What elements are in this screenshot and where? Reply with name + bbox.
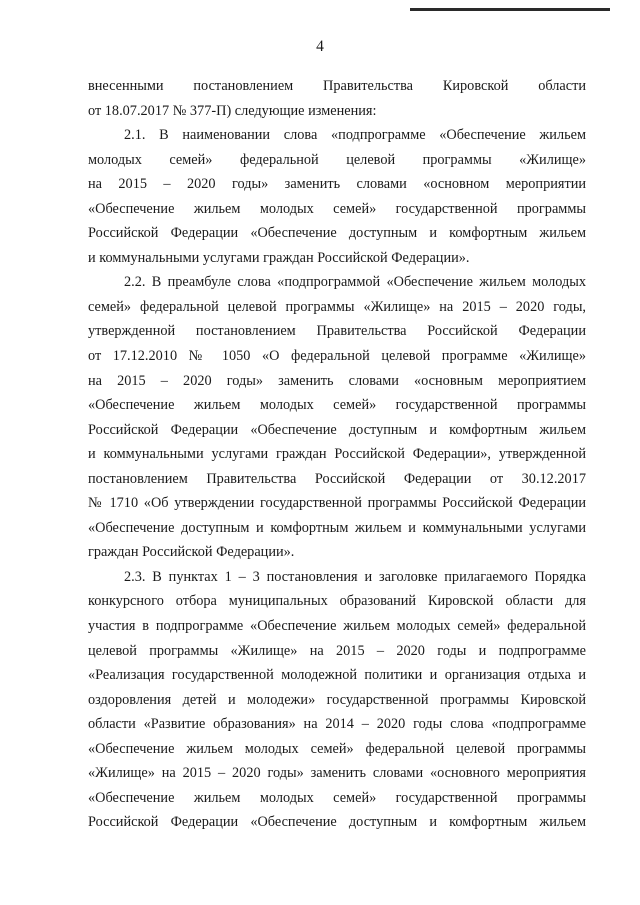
text-line: на 2015 – 2020 годы» заменить словами «основным мероприятием — [88, 372, 586, 389]
text-line: постановлением Правительства Российской Федерации от 30.12.2017 — [88, 470, 586, 487]
text-line: участия в подпрограмме «Обеспечение жильем молодых семей» федеральной — [88, 618, 586, 635]
text-line: и коммунальными услугами граждан Российской Федерации», утвержденной — [88, 446, 586, 463]
text-line: Российской Федерации «Обеспечение доступным и комфортным жильем — [88, 421, 586, 438]
text-line: утвержденной постановлением Правительства Российской Федерации — [88, 323, 586, 340]
text-line: № 1710 «Об утверждении государственной программы Российской Федерации — [88, 495, 586, 512]
text-line: 2.2. В преамбуле слова «подпрограммой «Обеспечение жильем молодых — [124, 274, 586, 291]
text-line: внесенными постановлением Правительства Кировской области — [88, 78, 586, 94]
text-line: «Жилище» на 2015 – 2020 годы» заменить словами «основного мероприятия — [88, 765, 586, 782]
text-line: граждан Российской Федерации». — [88, 544, 295, 561]
scan-edge-mark — [410, 8, 610, 11]
text-line: «Обеспечение жильем молодых семей» государственной программы — [88, 200, 586, 217]
text-line: от 18.07.2017 № 377-П) следующие изменения: — [88, 102, 377, 119]
page-number: 4 — [316, 38, 324, 55]
text-line: Российской Федерации «Обеспечение доступным и комфортным жильем — [88, 225, 586, 242]
text-line: целевой программы «Жилище» на 2015 – 2020 годы и подпрограмме — [88, 642, 586, 659]
text-line: оздоровления детей и молодежи» государственной программы Кировской — [88, 691, 586, 708]
text-line: области «Развитие образования» на 2014 – 2020 годы слова «подпрограмме — [88, 716, 586, 733]
text-line: 2.3. В пунктах 1 – 3 постановления и заголовке прилагаемого Порядка — [124, 568, 586, 585]
text-line: 2.1. В наименовании слова «подпрограмме «Обеспечение жильем — [124, 127, 586, 144]
text-line: от 17.12.2010 № 1050 «О федеральной целевой программе «Жилище» — [88, 348, 586, 365]
text-line: «Обеспечение жильем молодых семей» государственной программы — [88, 397, 586, 414]
text-line: «Обеспечение доступным и комфортным жильем и коммунальными услугами — [88, 519, 586, 536]
document-body — [88, 74, 586, 835]
text-line: «Обеспечение жильем молодых семей» федеральной целевой программы — [88, 740, 586, 757]
text-line: конкурсного отбора муниципальных образований Кировской области для — [88, 593, 586, 610]
text-line: молодых семей» федеральной целевой программы «Жилище» — [88, 151, 586, 168]
text-line: Российской Федерации «Обеспечение доступным и комфортным жильем — [88, 814, 586, 831]
text-line: «Реализация государственной молодежной политики и организация отдыха и — [88, 667, 586, 684]
text-line: семей» федеральной целевой программы «Жилище» на 2015 – 2020 годы, — [88, 298, 586, 315]
text-line: и коммунальными услугами граждан Российской Федерации». — [88, 249, 470, 266]
text-line: на 2015 – 2020 годы» заменить словами «основном мероприятии — [88, 176, 586, 193]
text-line: «Обеспечение жильем молодых семей» государственной программы — [88, 789, 586, 806]
